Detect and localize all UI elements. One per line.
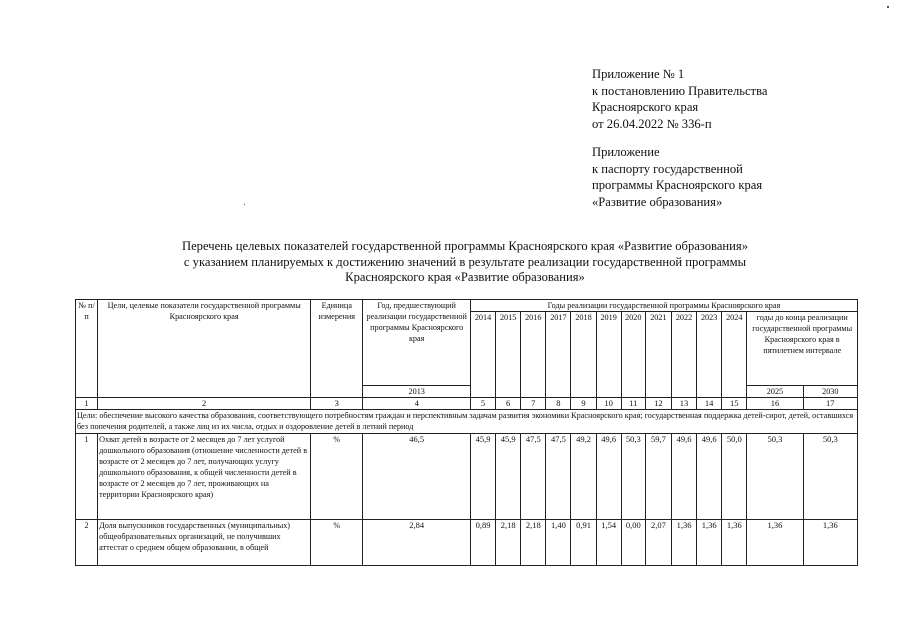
- row-future-value: 1,36: [747, 520, 803, 566]
- header-unit: Единица измерения: [311, 300, 363, 398]
- prev-year: 2013: [363, 386, 471, 398]
- col-number: 5: [470, 398, 495, 410]
- scan-speck: [244, 204, 245, 205]
- header-years: Годы реализации государственной программы Красноярского края: [470, 300, 857, 312]
- row-future-value: 50,3: [747, 434, 803, 520]
- row-value: 1,36: [697, 520, 722, 566]
- row-prev-value: 2,84: [363, 520, 471, 566]
- header-prev-year: Год, предшествующий реализации государственной программы Красноярского края: [363, 300, 471, 386]
- title-line: с указанием планируемых к достижению значений в результате реализации государственной программы: [183, 254, 747, 269]
- row-indicator: Охват детей в возрасте от 2 месяцев до 7 лет услугой дошкольного образования (отношение численности детей в возрасте от 2 месяцев до 7 лет, получающих услугу дошкольного образования, к общей численности детей в возрасте от 2 месяцев до 7 лет, проживающих на территории Красноярского края): [98, 434, 311, 520]
- annex-1-line: от 26.04.2022 № 336-п: [592, 116, 712, 131]
- header-year: 2017: [546, 312, 571, 398]
- row-value: 50,0: [722, 434, 747, 520]
- header-year: 2014: [470, 312, 495, 398]
- row-indicator: Доля выпускников государственных (муниципальных) общеобразовательных организаций, не получивших аттестат о среднем общем образовании, в общей: [98, 520, 311, 566]
- col-number: 17: [803, 398, 857, 410]
- future-year: 2025: [747, 386, 803, 398]
- row-value: 1,54: [596, 520, 621, 566]
- row-value: 45,9: [470, 434, 495, 520]
- row-value: 50,3: [621, 434, 645, 520]
- col-number: 7: [521, 398, 546, 410]
- row-value: 49,6: [596, 434, 621, 520]
- row-value: 1,36: [722, 520, 747, 566]
- row-value: 0,00: [621, 520, 645, 566]
- future-year: 2030: [803, 386, 857, 398]
- row-future-value: 50,3: [803, 434, 857, 520]
- col-number: 15: [722, 398, 747, 410]
- row-value: 49,6: [697, 434, 722, 520]
- annex-2-line: Приложение: [592, 145, 660, 159]
- scan-speck: [887, 6, 889, 8]
- col-number: 9: [571, 398, 596, 410]
- header-year: 2022: [671, 312, 696, 398]
- header-goal: Цели, целевые показатели государственной программы Красноярского края: [98, 300, 311, 398]
- header-year: 2020: [621, 312, 645, 398]
- col-number: 11: [621, 398, 645, 410]
- col-number: 13: [671, 398, 696, 410]
- header-year: 2016: [521, 312, 546, 398]
- row-value: 2,07: [645, 520, 671, 566]
- annex-2-line: «Развитие образования»: [592, 194, 723, 209]
- row-value: 0,91: [571, 520, 596, 566]
- col-number: 1: [76, 398, 98, 410]
- col-number: 16: [747, 398, 803, 410]
- goal-row: Цели: обеспечение высокого качества образования, соответствующего потребностям граждан и перспективным задачам развития экономики Красноярского края; государственная поддержка детей-сирот, детей, оставшихся без попечения родителей, а также лиц из их числа, отдых и оздоровление детей в летний период: [76, 410, 858, 434]
- header-year: 2023: [697, 312, 722, 398]
- col-number: 10: [596, 398, 621, 410]
- row-value: 45,9: [496, 434, 521, 520]
- row-value: 49,6: [671, 434, 696, 520]
- row-unit: %: [311, 434, 363, 520]
- table-row: [76, 520, 858, 566]
- col-number: 14: [697, 398, 722, 410]
- row-value: 2,18: [496, 520, 521, 566]
- annex-2-line: к паспорту государственной: [592, 161, 743, 176]
- row-num: 1: [76, 434, 98, 520]
- row-value: 59,7: [645, 434, 671, 520]
- row-unit: %: [311, 520, 363, 566]
- col-number: 8: [546, 398, 571, 410]
- table-row: [76, 434, 858, 520]
- row-num: 2: [76, 520, 98, 566]
- col-number: 2: [98, 398, 311, 410]
- header-year: 2018: [571, 312, 596, 398]
- indicators-table: [75, 299, 858, 566]
- document-title: [100, 239, 830, 286]
- annex-2-header: [592, 144, 852, 210]
- title-line: Перечень целевых показателей государственной программы Красноярского края «Развитие образования»: [182, 239, 748, 253]
- row-value: 47,5: [546, 434, 571, 520]
- title-line: Красноярского края «Развитие образования»: [345, 270, 585, 285]
- row-value: 47,5: [521, 434, 546, 520]
- row-prev-value: 46,5: [363, 434, 471, 520]
- col-number: 3: [311, 398, 363, 410]
- header-year: 2021: [645, 312, 671, 398]
- annex-1-header: [592, 66, 852, 132]
- row-future-value: 1,36: [803, 520, 857, 566]
- col-number: 4: [363, 398, 471, 410]
- row-value: 49,2: [571, 434, 596, 520]
- row-value: 2,18: [521, 520, 546, 566]
- header-future: годы до конца реализации государственной программы Красноярского края в пятилетнем интервале: [747, 312, 858, 386]
- header-num: № п/п: [76, 300, 98, 398]
- col-number: 12: [645, 398, 671, 410]
- row-value: 1,40: [546, 520, 571, 566]
- header-year: 2019: [596, 312, 621, 398]
- row-value: 0,89: [470, 520, 495, 566]
- annex-1-line: Красноярского края: [592, 100, 699, 114]
- header-year: 2024: [722, 312, 747, 398]
- annex-2-line: программы Красноярского края: [592, 178, 763, 192]
- row-value: 1,36: [671, 520, 696, 566]
- col-number: 6: [496, 398, 521, 410]
- annex-1-line: Приложение № 1: [592, 67, 685, 81]
- header-year: 2015: [496, 312, 521, 398]
- annex-1-line: к постановлению Правительства: [592, 83, 768, 98]
